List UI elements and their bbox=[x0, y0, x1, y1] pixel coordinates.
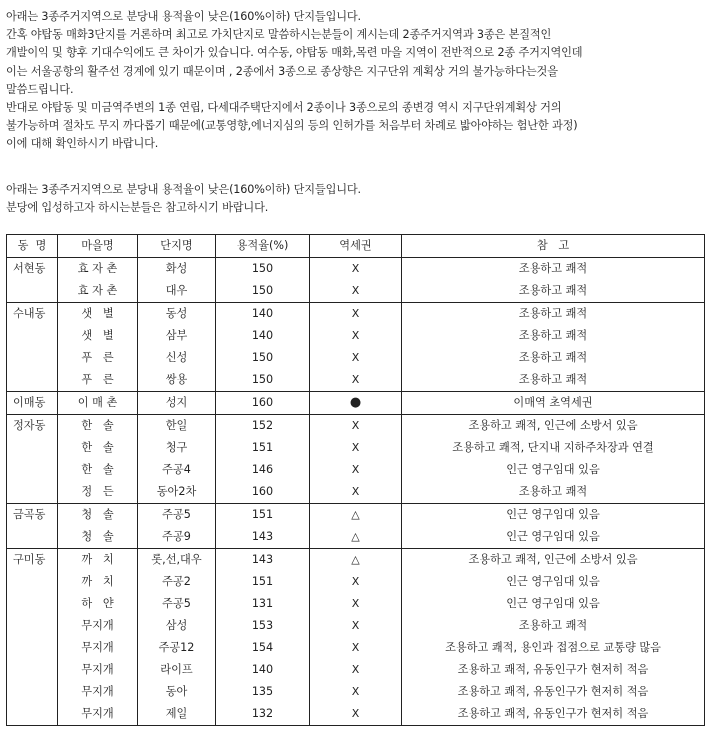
note-cell: 조용하고 쾌적 bbox=[402, 369, 705, 392]
table-row bbox=[7, 615, 705, 637]
dong-cell bbox=[7, 659, 58, 681]
table-row bbox=[7, 637, 705, 659]
station-cell: △ bbox=[310, 526, 402, 549]
table-header-row bbox=[7, 235, 705, 258]
dong-cell bbox=[7, 347, 58, 369]
village-cell: 무지개 bbox=[58, 659, 138, 681]
station-cell: X bbox=[310, 258, 402, 281]
station-cell: X bbox=[310, 481, 402, 504]
dong-cell: 금곡동 bbox=[7, 504, 58, 527]
intro-paragraph bbox=[6, 8, 706, 154]
table-row bbox=[7, 703, 705, 726]
complex-cell: 주공5 bbox=[138, 504, 216, 527]
table-row bbox=[7, 369, 705, 392]
table-row bbox=[7, 526, 705, 549]
note-cell: 인근 영구임대 있음 bbox=[402, 593, 705, 615]
complex-cell: 청구 bbox=[138, 437, 216, 459]
far-cell: 150 bbox=[216, 369, 310, 392]
complex-table bbox=[6, 234, 705, 726]
header-complex: 단지명 bbox=[138, 235, 216, 258]
village-cell: 정 든 bbox=[58, 481, 138, 504]
complex-cell: 제일 bbox=[138, 703, 216, 726]
complex-cell: 롯,선,대우 bbox=[138, 549, 216, 572]
header-note: 참 고 bbox=[402, 235, 705, 258]
far-cell: 151 bbox=[216, 571, 310, 593]
far-cell: 150 bbox=[216, 347, 310, 369]
dong-cell bbox=[7, 325, 58, 347]
far-cell: 160 bbox=[216, 481, 310, 504]
village-cell: 이 매 촌 bbox=[58, 392, 138, 415]
complex-cell: 쌍용 bbox=[138, 369, 216, 392]
note-cell: 조용하고 쾌적 bbox=[402, 325, 705, 347]
far-cell: 140 bbox=[216, 325, 310, 347]
dong-cell bbox=[7, 637, 58, 659]
table-row bbox=[7, 459, 705, 481]
table-row bbox=[7, 325, 705, 347]
note-cell: 인근 영구임대 있음 bbox=[402, 459, 705, 481]
station-cell: X bbox=[310, 369, 402, 392]
station-cell: X bbox=[310, 703, 402, 726]
dong-cell bbox=[7, 481, 58, 504]
station-cell: X bbox=[310, 681, 402, 703]
note-cell: 인근 영구임대 있음 bbox=[402, 504, 705, 527]
village-cell: 푸 른 bbox=[58, 369, 138, 392]
note-cell: 조용하고 쾌적, 유동인구가 현저히 적음 bbox=[402, 703, 705, 726]
note-line: 분당에 입성하고자 하시는분들은 참고하시기 바랍니다. bbox=[6, 201, 269, 215]
intro-line: 아래는 3종주거지역으로 분당내 용적율이 낮은(160%이하) 단지들입니다. bbox=[6, 10, 361, 23]
far-cell: 160 bbox=[216, 392, 310, 415]
far-cell: 143 bbox=[216, 549, 310, 572]
header-village: 마을명 bbox=[58, 235, 138, 258]
village-cell: 무지개 bbox=[58, 637, 138, 659]
complex-cell: 성지 bbox=[138, 392, 216, 415]
station-cell: ● bbox=[310, 392, 402, 415]
note-cell: 조용하고 쾌적, 인근에 소방서 있음 bbox=[402, 415, 705, 438]
table-row bbox=[7, 571, 705, 593]
table-row bbox=[7, 504, 705, 527]
table-row bbox=[7, 549, 705, 572]
table-row bbox=[7, 659, 705, 681]
village-cell: 무지개 bbox=[58, 703, 138, 726]
intro-line: 이에 대해 확인하시기 바랍니다. bbox=[6, 137, 159, 151]
note-cell: 조용하고 쾌적, 용인과 접점으로 교통량 많음 bbox=[402, 637, 705, 659]
far-cell: 131 bbox=[216, 593, 310, 615]
village-cell: 무지개 bbox=[58, 681, 138, 703]
village-cell: 무지개 bbox=[58, 615, 138, 637]
far-cell: 150 bbox=[216, 280, 310, 303]
station-cell: X bbox=[310, 571, 402, 593]
far-cell: 135 bbox=[216, 681, 310, 703]
note-cell: 이매역 초역세권 bbox=[402, 392, 705, 415]
note-cell: 조용하고 쾌적, 단지내 지하주차장과 연결 bbox=[402, 437, 705, 459]
village-cell: 까 치 bbox=[58, 571, 138, 593]
station-cell: X bbox=[310, 659, 402, 681]
complex-cell: 주공5 bbox=[138, 593, 216, 615]
table-row bbox=[7, 681, 705, 703]
dong-cell bbox=[7, 369, 58, 392]
village-cell: 하 얀 bbox=[58, 593, 138, 615]
dong-cell bbox=[7, 526, 58, 549]
dong-cell bbox=[7, 615, 58, 637]
far-cell: 152 bbox=[216, 415, 310, 438]
station-cell: X bbox=[310, 325, 402, 347]
dong-cell bbox=[7, 437, 58, 459]
complex-cell: 주공4 bbox=[138, 459, 216, 481]
intro-line: 이는 서울공항의 활주선 경계에 있기 때문이며 , 2종에서 3종으로 종상향은 지구단위 계획상 거의 불가능하다는것을 bbox=[6, 64, 558, 78]
village-cell: 한 솔 bbox=[58, 415, 138, 438]
village-cell: 푸 른 bbox=[58, 347, 138, 369]
table-row bbox=[7, 347, 705, 369]
note-cell: 조용하고 쾌적 bbox=[402, 347, 705, 369]
complex-cell: 주공2 bbox=[138, 571, 216, 593]
intro-line: 말씀드립니다. bbox=[6, 82, 74, 96]
dong-cell bbox=[7, 280, 58, 303]
note-cell: 인근 영구임대 있음 bbox=[402, 526, 705, 549]
dong-cell: 수내동 bbox=[7, 303, 58, 326]
intro-line: 불가능하며 절차도 무지 까다롭기 때문에(교통영향,에너지심의 등의 인허가를 처음부터 차례로 밟아야하는 험난한 과정) bbox=[6, 119, 578, 133]
far-cell: 150 bbox=[216, 258, 310, 281]
far-cell: 140 bbox=[216, 659, 310, 681]
note-cell: 조용하고 쾌적 bbox=[402, 615, 705, 637]
station-cell: X bbox=[310, 593, 402, 615]
dong-cell bbox=[7, 571, 58, 593]
complex-cell: 동아 bbox=[138, 681, 216, 703]
intro-line: 반대로 야탑동 및 미금역주변의 1종 연립, 다세대주택단지에서 2종이나 3종으로의 종변경 역시 지구단위계획상 거의 bbox=[6, 100, 562, 114]
far-cell: 143 bbox=[216, 526, 310, 549]
complex-cell: 삼성 bbox=[138, 615, 216, 637]
far-cell: 151 bbox=[216, 437, 310, 459]
note-cell: 조용하고 쾌적 bbox=[402, 280, 705, 303]
note-paragraph bbox=[6, 181, 706, 217]
note-cell: 조용하고 쾌적, 유동인구가 현저히 적음 bbox=[402, 659, 705, 681]
station-cell: △ bbox=[310, 549, 402, 572]
station-cell: X bbox=[310, 347, 402, 369]
village-cell: 한 솔 bbox=[58, 437, 138, 459]
dong-cell: 이매동 bbox=[7, 392, 58, 415]
dong-cell bbox=[7, 681, 58, 703]
note-cell: 조용하고 쾌적, 인근에 소방서 있음 bbox=[402, 549, 705, 572]
complex-cell: 라이프 bbox=[138, 659, 216, 681]
far-cell: 153 bbox=[216, 615, 310, 637]
header-far: 용적율(%) bbox=[216, 235, 310, 258]
station-cell: X bbox=[310, 303, 402, 326]
dong-cell: 구미동 bbox=[7, 549, 58, 572]
complex-cell: 주공9 bbox=[138, 526, 216, 549]
intro-line: 간혹 야탑동 매화3단지를 거론하며 최고로 가치단지로 말씀하시는분들이 계시는데 2종주거지역과 3종은 본질적인 bbox=[6, 28, 552, 42]
complex-cell: 동성 bbox=[138, 303, 216, 326]
station-cell: △ bbox=[310, 504, 402, 527]
table-row bbox=[7, 437, 705, 459]
station-cell: X bbox=[310, 615, 402, 637]
village-cell: 까 치 bbox=[58, 549, 138, 572]
dong-cell: 정자동 bbox=[7, 415, 58, 438]
village-cell: 효 자 촌 bbox=[58, 258, 138, 281]
dong-cell bbox=[7, 703, 58, 726]
table-row bbox=[7, 415, 705, 438]
header-dong: 동 명 bbox=[7, 235, 58, 258]
table-row bbox=[7, 481, 705, 504]
station-cell: X bbox=[310, 280, 402, 303]
far-cell: 151 bbox=[216, 504, 310, 527]
dong-cell bbox=[7, 459, 58, 481]
far-cell: 132 bbox=[216, 703, 310, 726]
village-cell: 청 솔 bbox=[58, 526, 138, 549]
village-cell: 샛 별 bbox=[58, 303, 138, 326]
station-cell: X bbox=[310, 437, 402, 459]
note-cell: 조용하고 쾌적 bbox=[402, 481, 705, 504]
note-cell: 조용하고 쾌적 bbox=[402, 258, 705, 281]
station-cell: X bbox=[310, 415, 402, 438]
table-row bbox=[7, 258, 705, 281]
table-row bbox=[7, 392, 705, 415]
complex-cell: 대우 bbox=[138, 280, 216, 303]
far-cell: 140 bbox=[216, 303, 310, 326]
village-cell: 효 자 촌 bbox=[58, 280, 138, 303]
header-station: 역세권 bbox=[310, 235, 402, 258]
intro-line: 개발이익 및 향후 기대수익에도 큰 차이가 있습니다. 여수동, 야탑동 매화,목련 마을 지역이 전반적으로 2종 주거지역인데 bbox=[6, 46, 583, 60]
table-row bbox=[7, 593, 705, 615]
complex-cell: 화성 bbox=[138, 258, 216, 281]
station-cell: X bbox=[310, 637, 402, 659]
far-cell: 146 bbox=[216, 459, 310, 481]
complex-cell: 한일 bbox=[138, 415, 216, 438]
village-cell: 한 솔 bbox=[58, 459, 138, 481]
village-cell: 샛 별 bbox=[58, 325, 138, 347]
dong-cell bbox=[7, 593, 58, 615]
note-line: 아래는 3종주거지역으로 분당내 용적율이 낮은(160%이하) 단지들입니다. bbox=[6, 183, 361, 196]
dong-cell: 서현동 bbox=[7, 258, 58, 281]
note-cell: 인근 영구임대 있음 bbox=[402, 571, 705, 593]
note-cell: 조용하고 쾌적, 유동인구가 현저히 적음 bbox=[402, 681, 705, 703]
complex-cell: 주공12 bbox=[138, 637, 216, 659]
far-cell: 154 bbox=[216, 637, 310, 659]
complex-cell: 동아2차 bbox=[138, 481, 216, 504]
note-cell: 조용하고 쾌적 bbox=[402, 303, 705, 326]
complex-cell: 삼부 bbox=[138, 325, 216, 347]
station-cell: X bbox=[310, 459, 402, 481]
village-cell: 청 솔 bbox=[58, 504, 138, 527]
complex-cell: 신성 bbox=[138, 347, 216, 369]
table-row bbox=[7, 303, 705, 326]
table-row bbox=[7, 280, 705, 303]
